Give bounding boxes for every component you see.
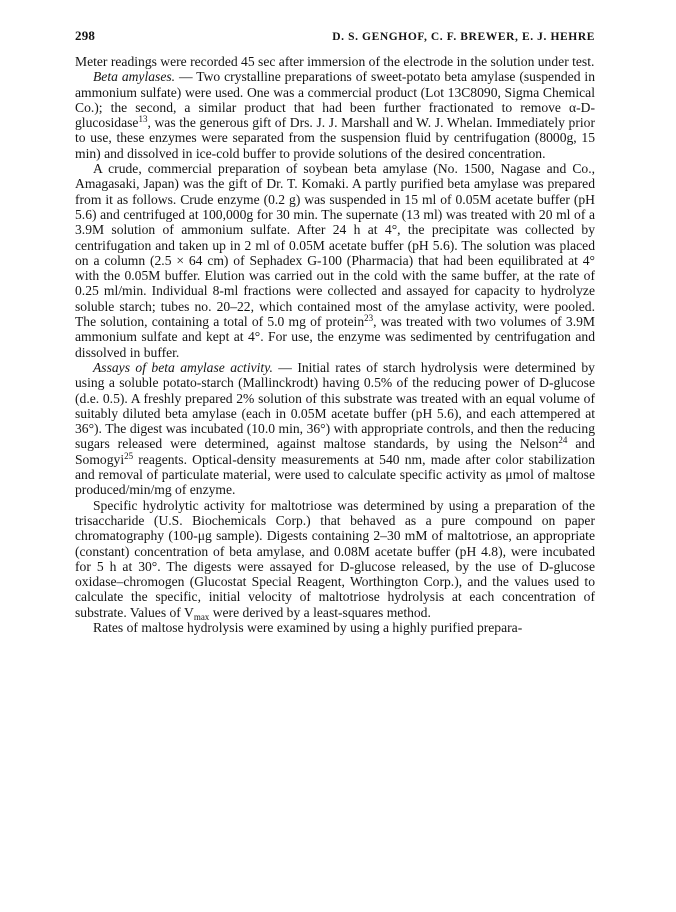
page-number: 298 (75, 28, 96, 43)
citation-ref: 25 (124, 450, 134, 461)
journal-page (75, 28, 595, 635)
paragraph: Meter readings were recorded 45 sec after immersion of the electrode in the solution under test. (75, 54, 595, 69)
subscript: max (193, 611, 210, 622)
citation-ref: 24 (558, 435, 568, 446)
citation-ref: 13 (138, 114, 148, 125)
paragraph: Specific hydrolytic activity for maltotriose was determined by using a preparation of the trisaccharide (U.S. Biochemicals Corp.) that behaved as a pure compound on paper chromatography (100-μg sample). Digests containing 2–30 mM of maltotriose, an appropriate (constant) concentration of beta amylase, and 0.08M acetate buffer (pH 4.8), were incubated for 5 h at 30°. The digests were assayed for D-glucose released, by the use of D-glucose oxidase–chromogen (Glucostat Special Reagent, Worthington Corp.), and the values used to calculate the specific, initial velocity of maltotriose hydrolysis at each concentration of substrate. Values of $V_{max}$ were derived by a least-squares method. (75, 497, 595, 622)
running-header-authors: D. S. GENGHOF, C. F. BREWER, E. J. HEHRE (332, 31, 595, 43)
paragraph: Assays of beta amylase activity. — Initial rates of starch hydrolysis were determined by using a soluble potato-starch (Mallinckrodt) having 0.5% of the reducing power of D-glucose (d.e. 0.5). A freshly prepared 2% solution of this substrate was treated with an equal volume of suitably diluted beta amylase (each in 0.05M acetate buffer (pH 5.6), and each attempered at 36°). The digest was incubated (10.0 min, 36°) with appropriate controls, and then the reducing sugars released were determined, against maltose standards, by using the Nelson$^{24}$ and Somogyi$^{25}$ reagents. Optical-density measurements at 540 nm, made after color stabilization and removal of particulate material, were used to calculate specific activity as μmol of maltose produced/min/mg of enzyme. (75, 359, 595, 498)
paragraph: A crude, commercial preparation of soybean beta amylase (No. 1500, Nagase and Co., Amagasaki, Japan) was the gift of Dr. T. Komaki. A partly purified beta amylase was prepared from it as follows. Crude enzyme (0.2 g) was suspended in 15 ml of 0.05M acetate buffer (pH 5.6) and centrifuged at 100,000g for 30 min. The supernate (13 ml) was treated with 20 ml of a 3.9M solution of ammonium sulfate. After 24 h at 4°, the precipitate was collected by centrifugation and taken up in 2 ml of 0.05M acetate buffer (pH 5.6). The solution was placed on a column (2.5 × 64 cm) of Sephadex G-100 (Pharmacia) that had been equilibrated at 4° with the 0.05M buffer. Elution was carried out in the cold with the same buffer, at the rate of 0.25 ml/min. Individual 8-ml fractions were collected and assayed for capacity to hydrolyze soluble starch; tubes no. 20–22, which contained most of the amylase activity, were pooled. The solution, containing a total of 5.0 mg of protein$^{23}$, was treated with two volumes of 3.9M ammonium sulfate and kept at 4°. For use, the enzyme was sedimented by centrifugation and dissolved in buffer. (75, 161, 595, 360)
section-heading-assays: Assays of beta amylase activity. (93, 359, 273, 375)
paragraph: Beta amylases. — Two crystalline preparations of sweet-potato beta amylase (suspended in ammonium sulfate) were used. One was a commercial product (Lot 13C8090, Sigma Chemical Co.); the second, a similar product that had been further fractionated to remove α-D-glucosidase$^{13}$, was the generous gift of Drs. J. J. Marshall and W. J. Whelan. Immediately prior to use, these enzymes were separated from the suspension fluid by centrifugation (8000g, 15 min) and dissolved in ice-cold buffer to provide solutions of the desired concentration. (75, 69, 595, 161)
paragraph: Rates of maltose hydrolysis were examined by using a highly purified prepara- (93, 619, 523, 635)
article-body (75, 54, 595, 635)
citation-ref: 23 (364, 313, 374, 324)
running-header (75, 28, 595, 44)
section-heading-beta-amylases: Beta amylases. (93, 69, 176, 85)
